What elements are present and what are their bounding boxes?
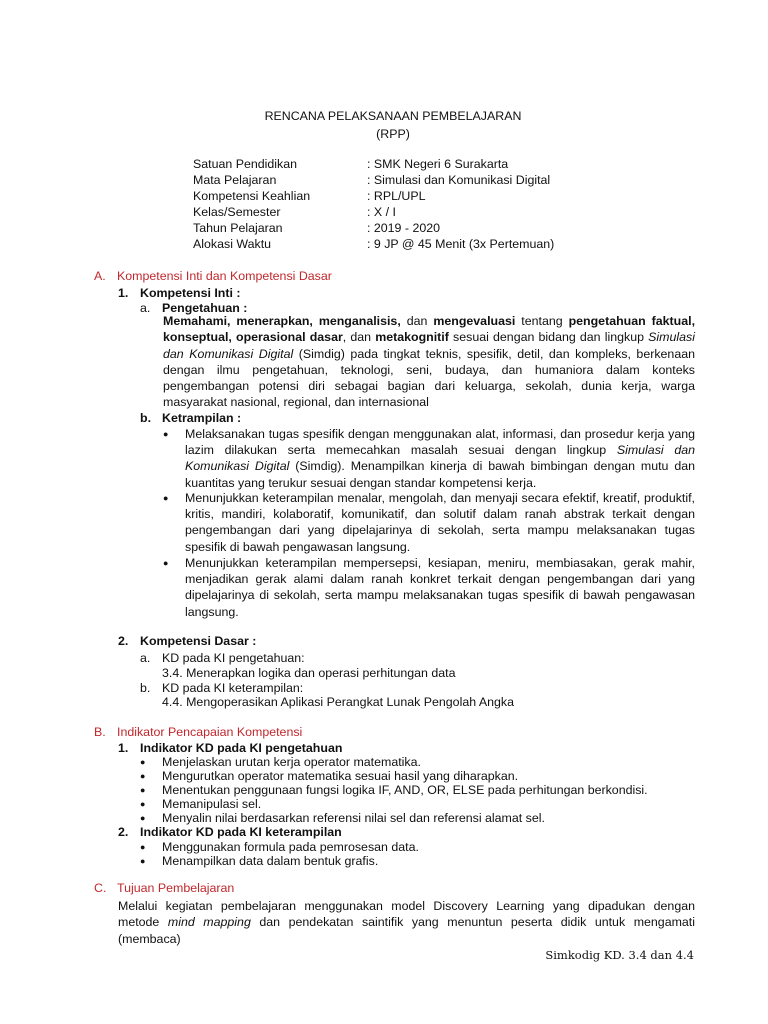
section-title: Tujuan Pembelajaran bbox=[117, 881, 235, 895]
bullet-icon: ● bbox=[163, 493, 169, 503]
identity-value: : 2019 - 2020 bbox=[367, 221, 441, 235]
identity-value: : SMK Negeri 6 Surakarta bbox=[367, 157, 509, 171]
item-letter: a. bbox=[140, 301, 151, 315]
kd-heading bbox=[118, 633, 256, 649]
text: Memanipulasi sel. bbox=[162, 797, 262, 811]
ki-heading bbox=[118, 285, 241, 301]
item-letter: b. bbox=[140, 411, 152, 425]
section-letter: C. bbox=[94, 881, 107, 895]
text: Melalui kegiatan pembelajaran menggunakan model Discovery Learning yang dipadukan dengan metode bbox=[118, 899, 695, 930]
bold-text: Memahami, menerapkan, menganalisis, bbox=[163, 314, 401, 328]
text: Melaksanakan tugas spesifik dengan menggunakan alat, informasi, dan prosedur kerja yang lazim dilakukan serta memecahkan masalah sesuai dengan lingkup bbox=[185, 427, 695, 458]
bold-text: mengevaluasi bbox=[433, 314, 516, 328]
section-letter: A. bbox=[94, 269, 106, 283]
identity-value: : Simulasi dan Komunikasi Digital bbox=[367, 173, 551, 187]
kd-label: KD pada KI keterampilan: bbox=[162, 681, 304, 695]
section-title: Kompetensi Inti dan Kompetensi Dasar bbox=[117, 269, 332, 283]
kd-label: KD pada KI pengetahuan: bbox=[162, 651, 305, 665]
text: Menunjukkan keterampilan menalar, mengolah, dan menyaji secara efektif, kreatif, produktif, kritis, mandiri, kolaboratif, komunikatif, dan solutif dalam ranah abstrak terkait dengan pengembangan dari yang dipelajarinya di sekolah, serta mampu melaksanakan tugas spesifik di bawah pengawasan langsung. bbox=[185, 491, 695, 554]
list-item bbox=[140, 853, 378, 869]
text: tentang bbox=[515, 314, 569, 328]
bullet-icon: ● bbox=[140, 842, 146, 852]
indicator-group-title: Indikator KD pada KI pengetahuan bbox=[140, 741, 343, 755]
text: Menentukan penggunaan fungsi logika IF, AND, OR, ELSE pada perhitungan berkondisi. bbox=[162, 783, 648, 797]
ketrampilan-title: Ketrampilan : bbox=[162, 411, 242, 425]
text: Mengurutkan operator matematika sesuai hasil yang diharapkan. bbox=[162, 769, 519, 783]
text: Menjelaskan urutan kerja operator matematika. bbox=[162, 755, 421, 769]
section-a-heading bbox=[94, 268, 332, 284]
bullet-icon: ● bbox=[163, 558, 169, 568]
bullet-icon: ● bbox=[140, 799, 146, 809]
page-footer: Simkodig KD. 3.4 dan 4.4 bbox=[545, 948, 694, 962]
text: dan pendekatan saintifik yang menuntun peserta didik untuk mengamati (membaca) bbox=[118, 915, 695, 946]
text: Menggunakan formula pada pemrosesan data. bbox=[162, 840, 419, 854]
list-item bbox=[163, 555, 695, 620]
kd-item bbox=[140, 650, 305, 666]
item-number: 1. bbox=[118, 741, 129, 755]
item-letter: b. bbox=[140, 681, 151, 695]
bullet-icon: ● bbox=[140, 771, 146, 781]
indicator-group-heading bbox=[118, 824, 342, 840]
text: Menampilkan data dalam bentuk grafis. bbox=[162, 854, 379, 868]
identity-label: Mata Pelajaran bbox=[193, 173, 277, 187]
item-number: 1. bbox=[118, 286, 129, 300]
ki-title: Kompetensi Inti : bbox=[140, 286, 241, 300]
bullet-icon: ● bbox=[163, 429, 169, 439]
document-title: RENCANA PELAKSANAAN PEMBELAJARAN bbox=[264, 109, 522, 123]
section-letter: B. bbox=[94, 725, 106, 739]
identity-value: : X / I bbox=[367, 205, 396, 219]
italic-text: Simulasi dan Komunikasi Digital bbox=[163, 330, 695, 361]
ketrampilan-heading bbox=[140, 410, 241, 426]
pengetahuan-paragraph bbox=[163, 313, 695, 411]
item-number: 2. bbox=[118, 634, 129, 648]
bold-text: pengetahuan faktual, konseptual, operasional dasar bbox=[163, 314, 696, 345]
pengetahuan-title: Pengetahuan : bbox=[162, 301, 248, 315]
indicator-group-title: Indikator KD pada KI keterampilan bbox=[140, 825, 342, 839]
italic-text: Simulasi dan Komunikasi Digital bbox=[185, 443, 695, 474]
tujuan-paragraph bbox=[118, 898, 695, 947]
italic-text: mind mapping bbox=[167, 915, 251, 930]
section-c-heading bbox=[94, 880, 234, 896]
item-letter: a. bbox=[140, 651, 151, 665]
identity-label: Satuan Pendidikan bbox=[193, 157, 298, 171]
text: (Simdig) pada tingkat teknis, spesifik, detil, dan kompleks, berkenaan dengan ilmu pengetahuan, teknologi, seni, budaya, dan humaniora dalam konteks pengembangan potensi diri sebagai bagian dari keluarga, sekolah, dunia kerja, warga masyarakat nasional, regional, dan internasional bbox=[163, 346, 695, 410]
item-number: 2. bbox=[118, 825, 129, 839]
text: (Simdig). Menampilkan kinerja di bawah bimbingan dengan mutu dan kuantitas yang terukur sesuai dengan standar kompetensi kerja. bbox=[185, 459, 696, 490]
section-title: Indikator Pencapaian Kompetensi bbox=[117, 725, 303, 739]
kd-title: Kompetensi Dasar : bbox=[140, 634, 257, 648]
text: sesuai dengan bidang dan lingkup bbox=[448, 330, 649, 345]
bullet-icon: ● bbox=[140, 856, 146, 866]
text: Menunjukkan keterampilan mempersepsi, kesiapan, meniru, membiasakan, gerak mahir, menjadikan gerak alami dalam ranah konkret terkait dengan pengembangan dari yang dipelajarinya di sekolah, serta mampu melaksanakan tugas spesifik di bawah pengawasan langsung. bbox=[185, 556, 695, 619]
kd-detail: 4.4. Mengoperasikan Aplikasi Perangkat Lunak Pengolah Angka bbox=[162, 695, 515, 709]
text: Menyalin nilai berdasarkan referensi nilai sel dan referensi alamat sel. bbox=[162, 811, 545, 825]
bold-text: metakognitif bbox=[375, 330, 449, 345]
document-subtitle: (RPP) bbox=[376, 127, 410, 141]
identity-label: Tahun Pelajaran bbox=[193, 221, 283, 235]
bullet-icon: ● bbox=[140, 757, 146, 767]
identity-value: : 9 JP @ 45 Menit (3x Pertemuan) bbox=[367, 237, 555, 251]
list-item bbox=[163, 490, 695, 555]
list-item bbox=[163, 426, 696, 491]
identity-label: Kompetensi Keahlian bbox=[193, 189, 311, 203]
text: dan bbox=[400, 314, 434, 328]
text: , dan bbox=[342, 330, 376, 345]
bullet-icon: ● bbox=[140, 813, 146, 823]
kd-detail: 3.4. Menerapkan logika dan operasi perhitungan data bbox=[162, 666, 456, 680]
identity-value: : RPL/UPL bbox=[367, 189, 426, 203]
identity-label: Alokasi Waktu bbox=[193, 237, 272, 251]
identity-label: Kelas/Semester bbox=[193, 205, 281, 219]
section-b-heading bbox=[94, 724, 302, 740]
bullet-icon: ● bbox=[140, 785, 146, 795]
